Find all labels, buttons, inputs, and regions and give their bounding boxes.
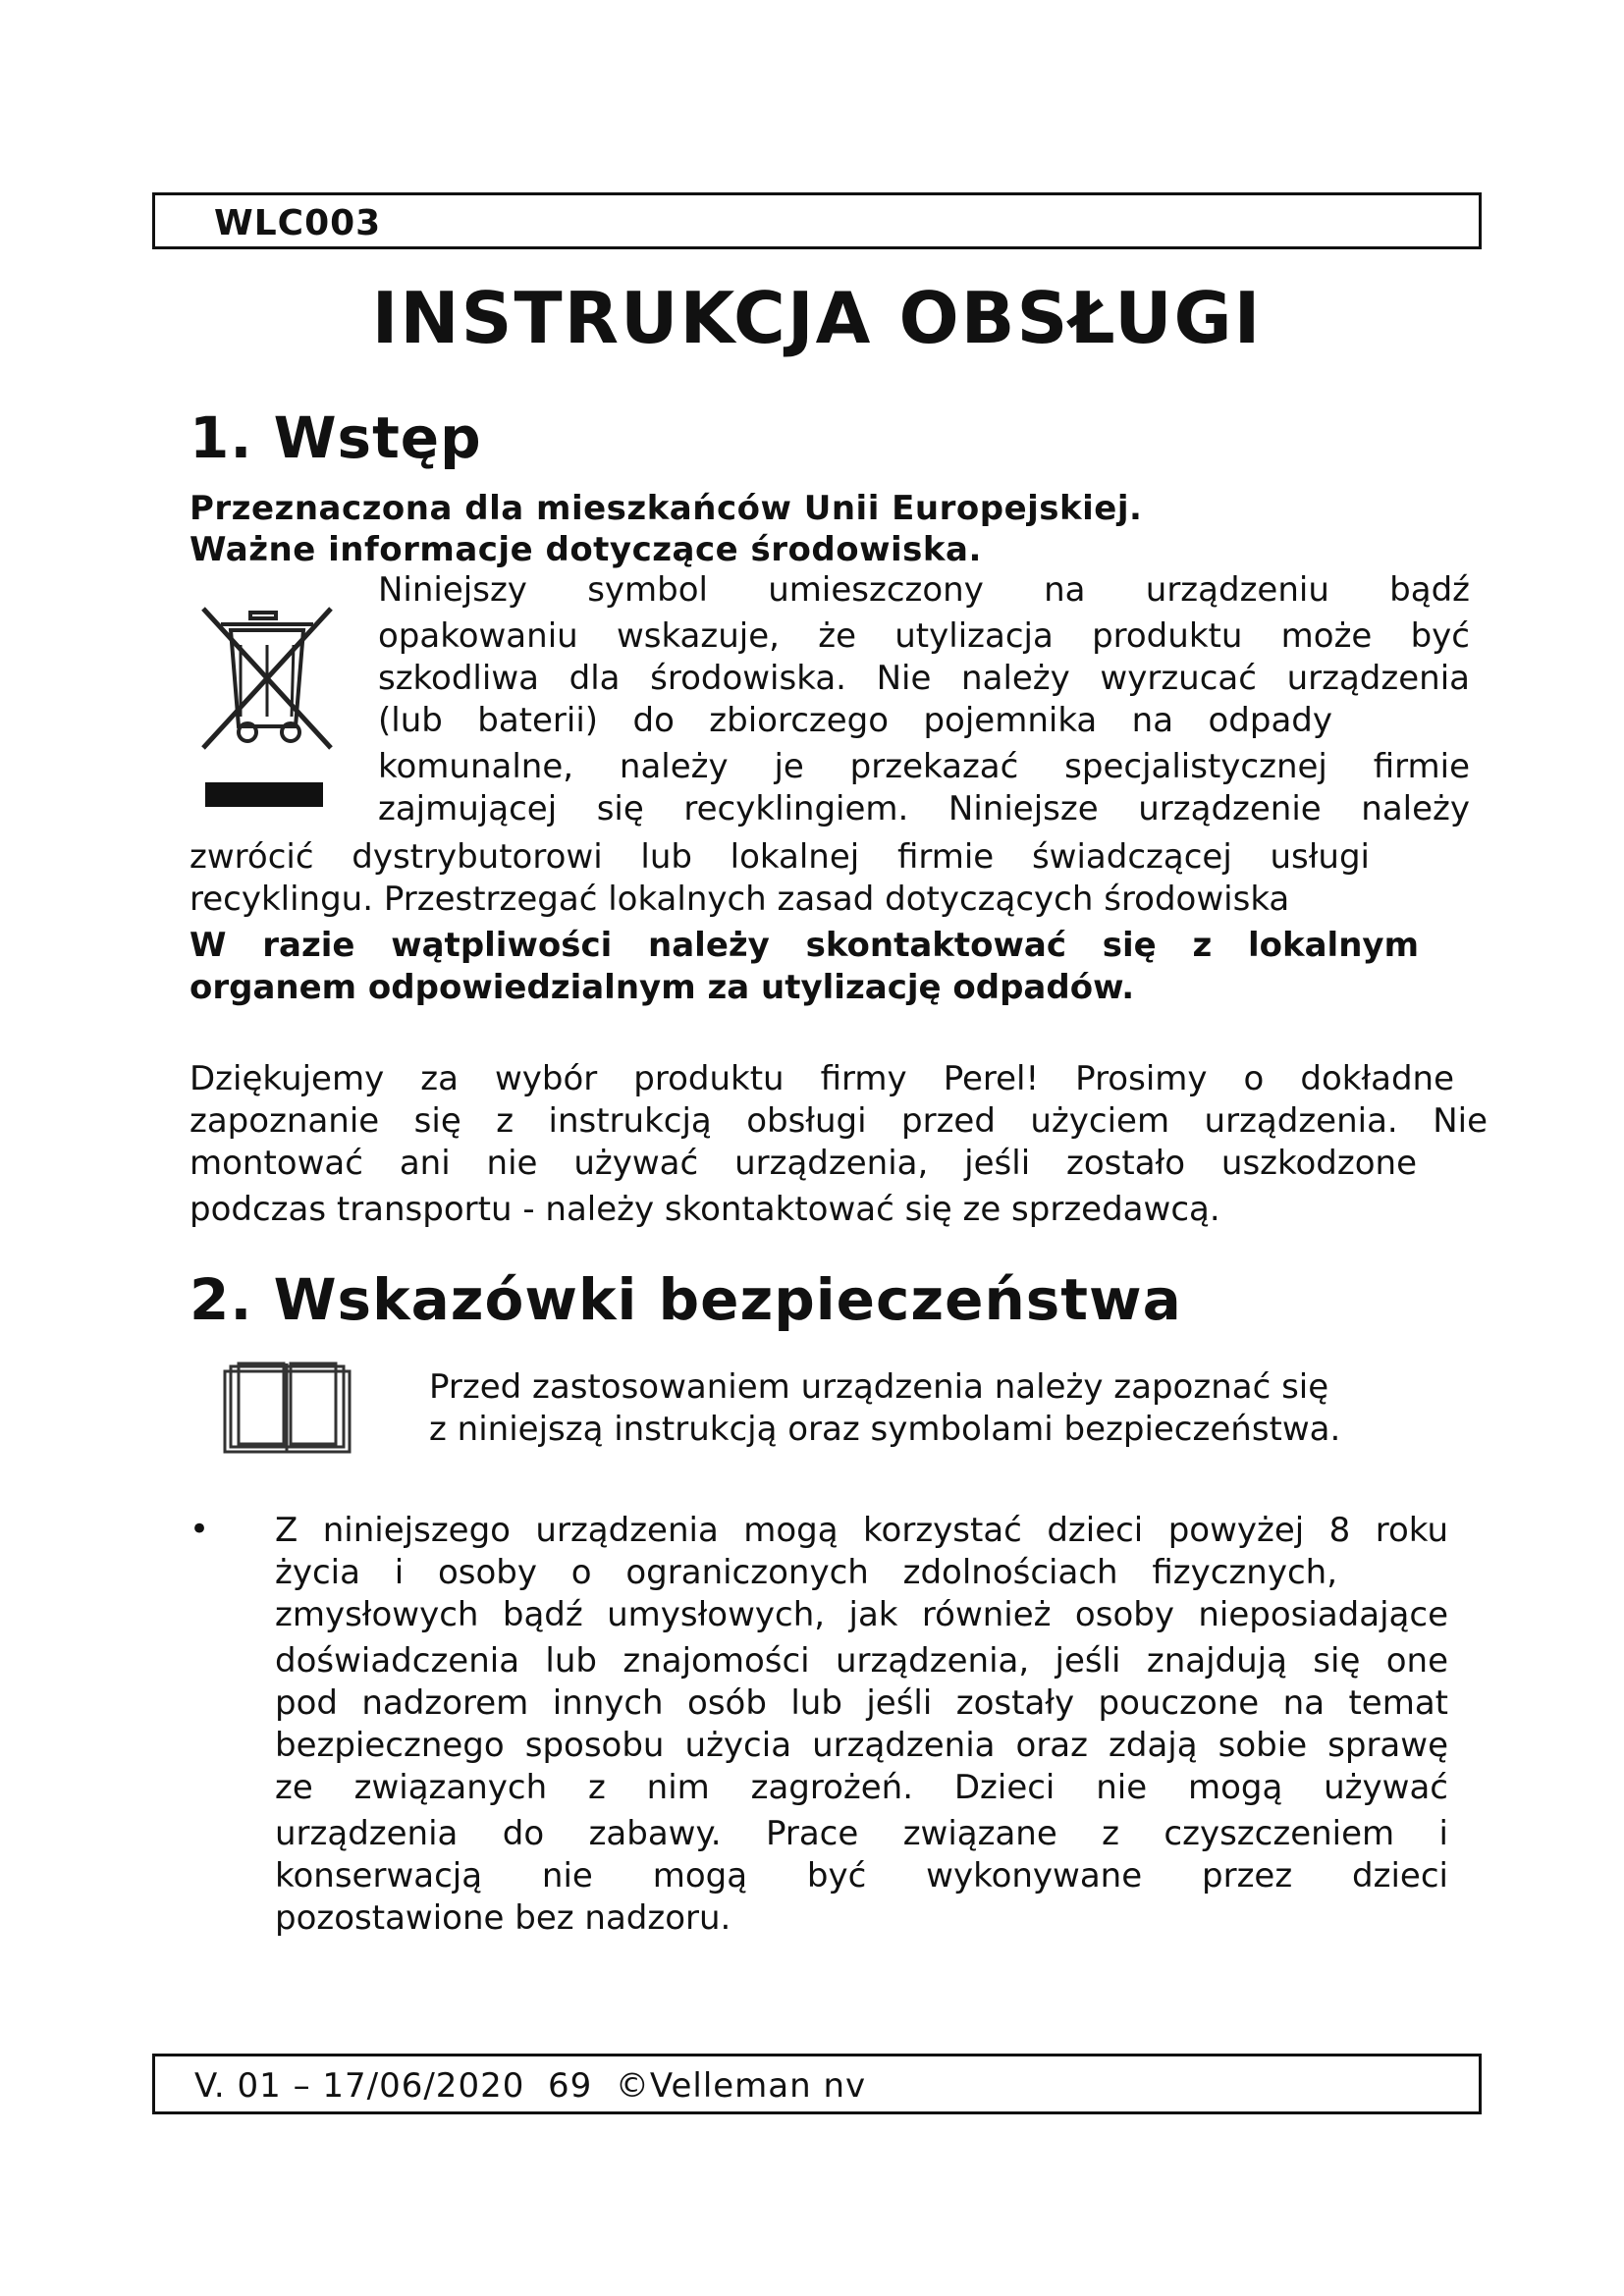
crossed-out-wheelie-bin-icon [193, 601, 341, 812]
weee-continuation [189, 836, 1370, 921]
environment-notice: Ważne informacje dotyczące środowiska. [189, 530, 982, 569]
safety-line-4: doświadczenia lub znajomości urządzenia, jeśli znajdują się one [275, 1641, 1448, 1681]
header-box [152, 192, 1482, 249]
manual-notice-line-2: z niniejszą instrukcją oraz symbolami bezpieczeństwa. [429, 1410, 1341, 1449]
thanks-line-3: montować ani nie używać urządzenia, jeśli zostało uszkodzone [189, 1144, 1417, 1183]
weee-line-6: zajmującej się recyklingiem. Niniejsze urządzenie należy [378, 789, 1470, 828]
safety-line-7: ze związanych z nim zagrożeń. Dzieci nie mogą używać [275, 1768, 1448, 1807]
safety-line-1: Z niniejszego urządzenia mogą korzystać dzieci powyżej 8 roku [275, 1511, 1448, 1550]
weee-cont-line-1: zwrócić dystrybutorowi lub lokalnej firmie świadczącej usługi [189, 837, 1370, 877]
weee-cont-line-2: recyklingu. Przestrzegać lokalnych zasad dotyczących środowiska [189, 880, 1290, 919]
section-2-heading: 2. Wskazówki bezpieczeństwa [189, 1266, 1182, 1333]
manual-notice [429, 1366, 1470, 1451]
weee-line-5: komunalne, należy je przekazać specjalistycznej firmie [378, 747, 1470, 786]
weee-line-2: opakowaniu wskazuje, że utylizacja produktu może być [378, 616, 1470, 656]
weee-line-1: Niniejszy symbol umieszczony na urządzeniu bądź [378, 570, 1470, 610]
thanks-line-2: zapoznanie się z instrukcją obsługi przed użyciem urządzenia. Nie [189, 1101, 1488, 1141]
safety-line-6: bezpiecznego sposobu użycia urządzenia oraz zdają sobie sprawę [275, 1726, 1448, 1765]
version-footer: V. 01 – 17/06/2020 69 ©Velleman nv [194, 2066, 867, 2106]
safety-line-5: pod nadzorem innych osób lub jeśli zostały pouczone na temat [275, 1683, 1448, 1723]
footer-box [152, 2054, 1482, 2114]
weee-line-3: szkodliwa dla środowiska. Nie należy wyrzucać urządzenia [378, 659, 1470, 698]
manual-notice-line-1: Przed zastosowaniem urządzenia należy zapoznać się [429, 1367, 1329, 1407]
bullet-marker: • [189, 1510, 210, 1549]
disposal-warning-line-2: organem odpowiedzialnym za utylizację odpadów. [189, 968, 1135, 1007]
weee-paragraph [378, 569, 1470, 830]
eu-residents-notice: Przeznaczona dla mieszkańców Unii Europejskiej. [189, 489, 1143, 528]
disposal-warning-line-1: W razie wątpliwości należy skontaktować się z lokalnym [189, 926, 1419, 965]
safety-line-10: pozostawione bez nadzoru. [275, 1898, 731, 1938]
document-title: INSTRUKCJA OBSŁUGI [371, 277, 1263, 359]
thanks-paragraph [189, 1058, 1488, 1231]
safety-line-9: konserwacją nie mogą być wykonywane przez dzieci [275, 1856, 1448, 1896]
weee-line-4: (lub baterii) do zbiorczego pojemnika na odpady [378, 701, 1332, 740]
thanks-line-1: Dziękujemy za wybór produktu firmy Perel! Prosimy o dokładne [189, 1059, 1454, 1098]
section-1-heading: 1. Wstęp [189, 404, 482, 471]
thanks-line-4: podczas transportu - należy skontaktować się ze sprzedawcą. [189, 1190, 1220, 1229]
safety-line-2: życia i osoby o ograniczonych zdolnościach fizycznych, [275, 1553, 1337, 1592]
open-book-icon [221, 1358, 353, 1456]
safety-line-8: urządzenia do zabawy. Prace związane z czyszczeniem i [275, 1814, 1448, 1853]
safety-line-3: zmysłowych bądź umysłowych, jak również osoby nieposiadające [275, 1595, 1448, 1634]
product-code: WLC003 [214, 203, 382, 243]
disposal-warning [189, 925, 1419, 1009]
children-safety-paragraph [275, 1510, 1448, 1940]
